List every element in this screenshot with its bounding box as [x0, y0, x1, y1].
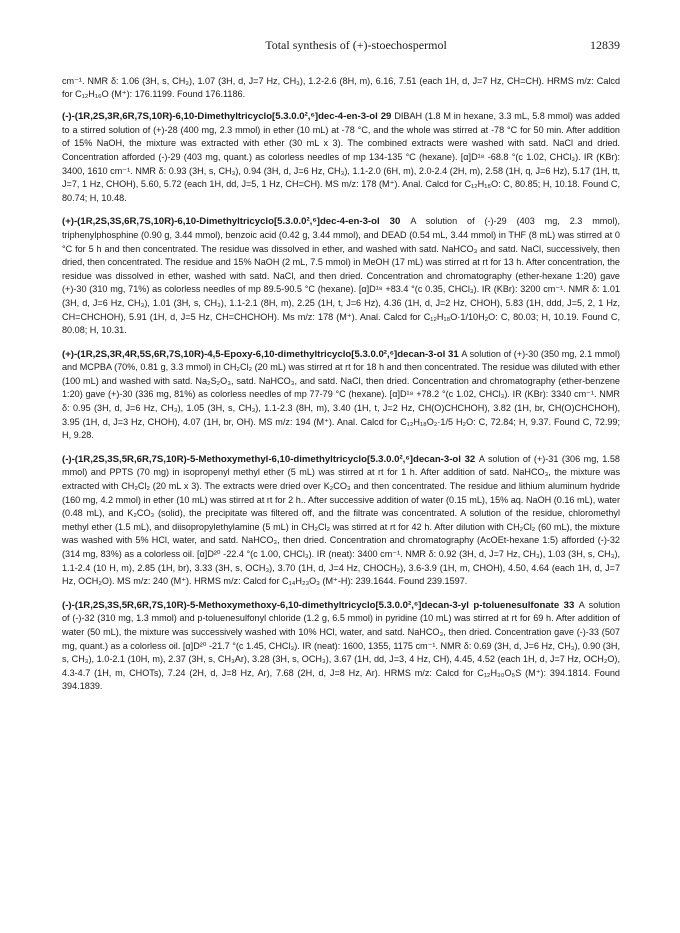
procedure-text: A solution of (-)-32 (310 mg, 1.3 mmol) and p-toluenesulfonyl chloride (1.2 g, 6.5 mmol) in pyridine (10 mL) was stirred at rt for 69 h. After addition of water (50 mL), the mixture was successively washed with 10% HCl, water, and satd. NaHCO₃, then dried. Concentration gave (-)-33 (507 mg, quant.) as a colorless oil. [α]D²⁰ -21.7 °(c 1.45, CHCl₃). IR (neat): 1600, 1355, 1175 cm⁻¹. NMR δ: 0.69 (3H, d, J=6 Hz, CH₃), 0.90 (3H, s, CH₃), 1.0-2.1 (10H, m), 2.37 (3H, s, CH₃Ar), 3.28 (3H, s, OCH₃), 3.67 (1H, dd, J=3, 4 Hz, CH), 4.45, 4.52 (each 1H, d, J=7 Hz, OCH₂O), 4.3-4.7 (1H, m, CHOTs), 7.24 (2H, d, J=8 Hz, Ar), 7.68 (2H, d, J=8 Hz, Ar). HRMS m/z: Calcd for C₁₂H₃₀O₅S (M⁺): 394.1814. Found 394.1839.	[62, 599, 621, 692]
running-header	[62, 38, 620, 53]
experimental-entry-29	[62, 110, 620, 205]
procedure-text: A solution of (-)-29 (403 mg, 2.3 mmol), triphenylphosphine (0.90 g, 3.44 mmol), benzoic acid (0.42 g, 3.44 mmol), and DEAD (0.54 mL, 3.44 mmol) in THF (8 mL) was stirred at 0 °C for 5 h and then concentrated. The residue was dissolved in ether, and washed with satd. NaHCO₃ and satd. NaCl, successively, then dried, then concentrated. The residue and 15% NaOH (2 mL, 7.5 mmol) in MeOH (17 mL) was stirred at rt for 13 h. After concentration, the residue was dissolved in ether, washed with satd. NaCl, and then dried. Concentration and chromatography (ether-hexane 1:20) gave (+)-30 (310 mg, 71%) as colorless needles of mp 89.5-90.5 °C (hexane). [α]D¹⁸ +83.4 °(c 0.35, CHCl₃). IR (KBr): 3200 cm⁻¹. NMR δ: 1.01 (3H, d, J=6 Hz, CH₃), 1.01 (3H, s, CH₃), 1.1-2.1 (8H, m), 2.25 (1H, t, J=6 Hz), 4.36 (1H, d, J=2 Hz, CHOH), 5.83 (1H, ddd, J=5, 2, 1 Hz, CH=CHCHOH), 5.91 (1H, d, J=5 Hz, CH=CHCHOH). Ms m/z: 178 (M⁺). Anal. Calcd for C₁₂H₁₈O·1/10H₂O: C, 80.03; H, 10.19. Found C, 80.08; H, 10.31.	[62, 216, 620, 336]
experimental-entry-32	[62, 453, 620, 589]
running-title: Total synthesis of (+)-stoechospermol	[265, 38, 447, 52]
compound-heading: (-)-(1R,2S,3S,5R,6R,7S,10R)-5-Methoxymethoxy-6,10-dimethyltricyclo[5.3.0.0²,⁶]decan-3-yl p-toluenesulfonate 33	[62, 599, 579, 611]
procedure-text: A solution of (+)-30 (350 mg, 2.1 mmol) and MCPBA (70%, 0.81 g, 3.3 mmol) in CH₂Cl₂ (20 mL) was stirred at rt for 18 h and then concentrated. The residue was diluted with ether (100 mL) and washed with satd. Na₂S₂O₃, satd. NaHCO₃, and satd. NaCl, then dried. Concentration and chromatography (ether-benzene 1:20) gave (+)-30 (336 mg, 81%) as colorless needles of mp 77-79 °C (hexane). [α]D¹⁸ +78.2 °(c 1.02, CHCl₃). IR (KBr): 3340 cm⁻¹. NMR δ: 0.95 (3H, d, J=6 Hz, CH₃), 1.05 (3H, s, CH₃), 1.1-2.3 (8H, m), 3.40 (1H, t, J=2 Hz, CH(O)CHCHOH), 3.82 (1H, br, CH(O)CHCHOH), 3.95 (1H, d, J=3 Hz, CHOH), 4.07 (1H, br, OH). MS m/z: 194 (M⁺). Anal. Calcd for C₁₂H₁₈O₂·1/5 H₂O: C, 72.84; H, 9.37. Found C, 72.99; H, 9.28.	[62, 348, 620, 441]
experimental-entry-30	[62, 215, 620, 337]
continued-paragraph: cm⁻¹. NMR δ: 1.06 (3H, s, CH₃), 1.07 (3H, d, J=7 Hz, CH₃), 1.2-2.6 (8H, m), 6.16, 7.51 (each 1H, d, J=7 Hz, CH=CH). HRMS m/z: Calcd for C₁₂H₁₆O (M⁺): 176.1199. Found 176.1186.	[62, 76, 620, 99]
compound-heading: (+)-(1R,2S,3R,4R,5S,6R,7S,10R)-4,5-Epoxy-6,10-dimethyltricyclo[5.3.0.0²,⁶]decan-3-ol 31	[62, 348, 462, 360]
experimental-entry-31	[62, 348, 620, 443]
compound-heading: (-)-(1R,2S,3R,6R,7S,10R)-6,10-Dimethyltricyclo[5.3.0.0²,⁶]dec-4-en-3-ol 29	[62, 111, 395, 123]
page-number: 12839	[590, 38, 620, 52]
procedure-text: DIBAH (1.8 M in hexane, 3.3 mL, 5.8 mmol) was added to a stirred solution of (+)-28 (400 mg, 2.3 mmol) in ether (10 mL) at -78 °C, and the whole was stirred at -78 °C for 50 min. After addition of 15% NaOH, the mixture was extracted with ether (30 mL x 3). The combined extracts were washed with satd. NaCl and dried. Concentration afforded (-)-29 (403 mg, quant.) as colorless needles of mp 134-135 °C (hexane). [α]D¹⁸ -68.8 °(c 1.02, CHCl₃). IR (KBr): 3400, 1610 cm⁻¹. NMR δ: 0.93 (3H, s, CH₃), 0.94 (3H, d, J=6 Hz, CH₃), 1.1-2.0 (6H, m), 2.0-2.4 (2H, m), 2.58 (1H, q, J=6 Hz), 5.17 (1H, tt, J=7, 1 Hz, CHOH), 5.60, 5.72 (each 1H, dd, J=5, 1 Hz, CH=CH). MS m/z: 178 (M⁺). Anal. Calcd for C₁₂H₁₈O: C, 80.85; H, 10.18. Found C, 80.74; H, 10.48.	[62, 111, 620, 203]
experimental-entry-33	[62, 599, 620, 694]
procedure-text: A solution of (+)-31 (306 mg, 1.58 mmol) and PPTS (70 mg) in isopropenyl methyl ether (5 mL) was stirred at rt for 1 h. After addition of satd. NaHCO₃, the mixture was extracted with CH₂Cl₂ (20 mL x 3). The extracts were dried over K₂CO₃ and then concentrated. The residue and lithium aluminum hydride (160 mg, 4.2 mmol) in ether (10 mL) was stirred at rt for 2 h.. After successive addition of water (0.15 mL), 15% aq. NaOH (0.16 mL), water (0.48 mL), and K₂CO₃ (solid), the precipitate was filtered off, and the filtrate was concentrated. A solution of the residue, chloromethyl methyl ether (1.5 mL), and diisopropylethylamine (5 mL) in CH₂Cl₂ was stirred at rt for 42 h. After dilution with CH₂Cl₂ (60 mL), the mixture was washed with 5% HCl, water, and satd. NaHCO₃, then dried. Concentration and chromatography (AcOEt-hexane 1:5) afforded (-)-32 (314 mg, 83%) as a colorless oil. [α]D²⁰ -22.4 °(c 1.00, CHCl₃). IR (neat): 3400 cm⁻¹. NMR δ: 0.92 (3H, d, J=7 Hz, CH₃), 1.03 (3H, s, CH₃), 1.1-2.4 (10 H, m), 2.85 (1H, br), 3.33 (3H, s, OCH₃), 3.70 (1H, d, J=4 Hz, CHOCH₂), 3.6-3.9 (1H, m, CHOH), 4.50, 4.64 (each 1H, d, J=7 Hz, OCH₂O). MS m/z: 240 (M⁺). HRMS m/z: Calcd for C₁₄H₂₃O₃ (M⁺-H): 239.1644. Found 239.1597.	[62, 453, 620, 587]
compound-heading: (+)-(1R,2S,3S,6R,7S,10R)-6,10-Dimethyltricyclo[5.3.0.0²,⁶]dec-4-en-3-ol 30	[62, 216, 411, 228]
compound-heading: (-)-(1R,2S,3S,5R,6R,7S,10R)-5-Methoxymethyl-6,10-dimethyltricyclo[5.3.0.0²,⁶]decan-3-ol 32	[62, 453, 479, 465]
